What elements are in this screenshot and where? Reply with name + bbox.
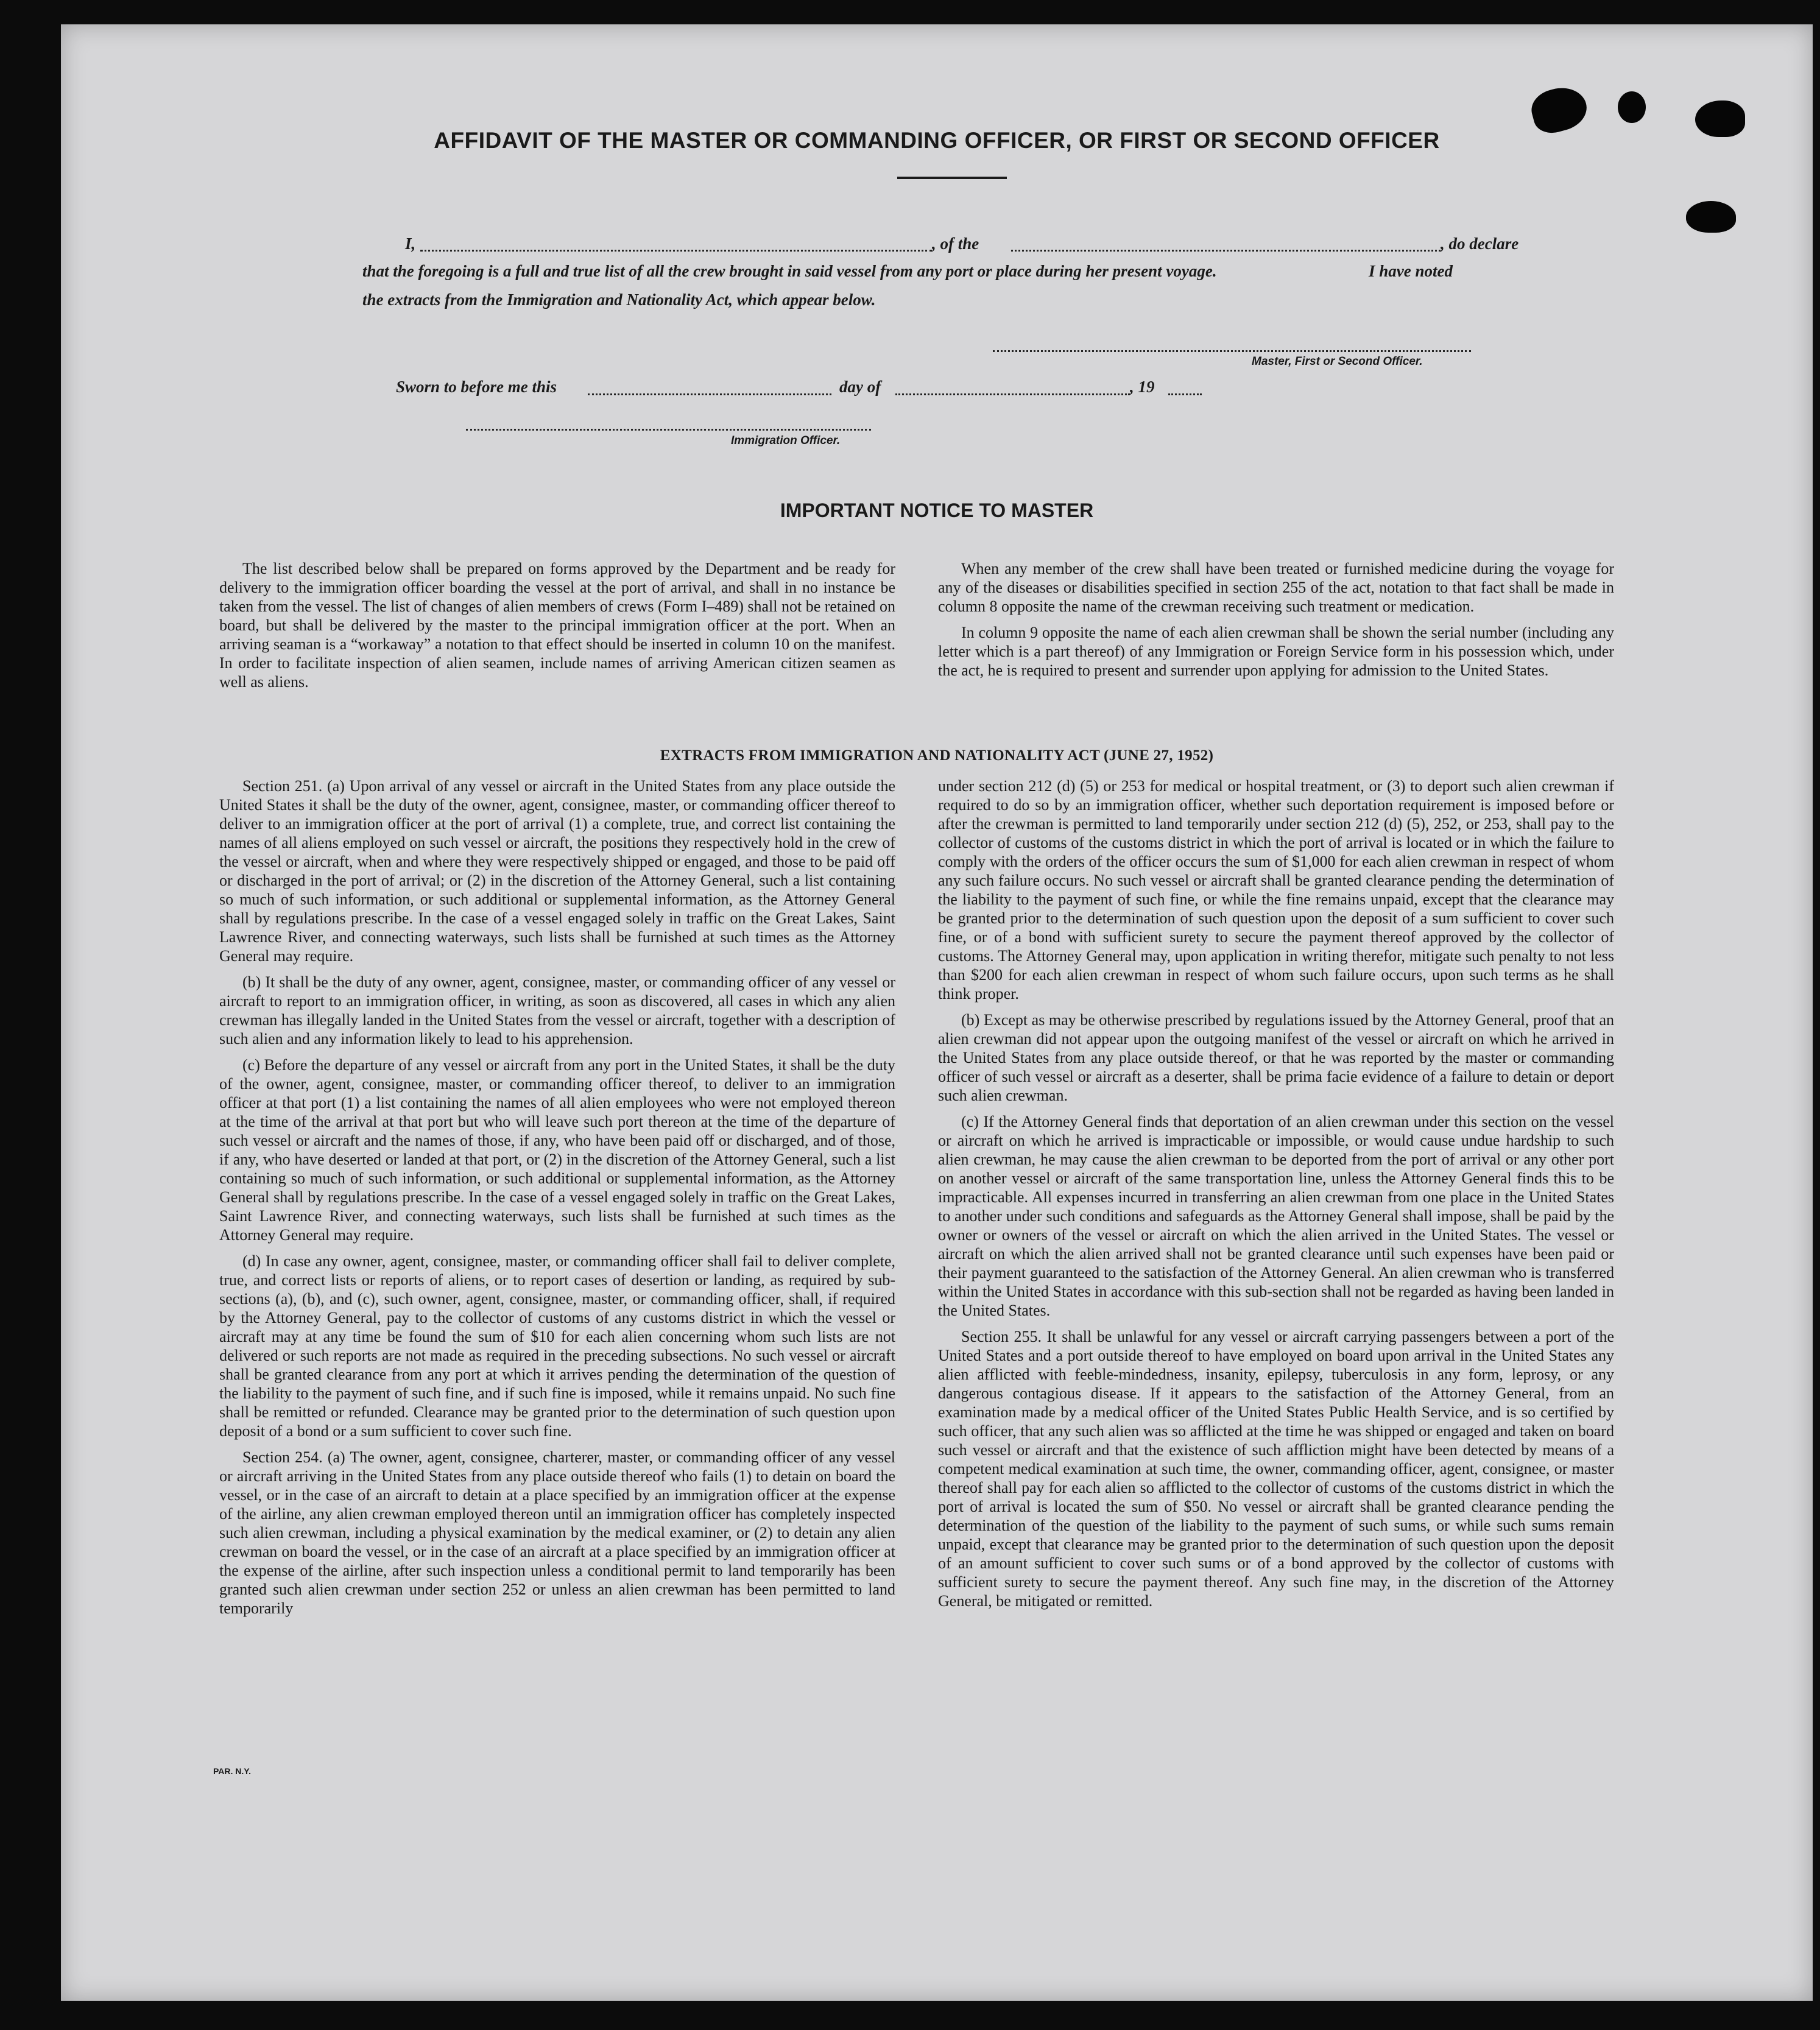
year-text: , 19 [1130, 378, 1155, 396]
master-label: Master, First or Second Officer. [1252, 355, 1423, 368]
section-251-b: (b) It shall be the duty of any owner, agent, consignee, master, or commanding officer of any vessel or aircraft to report to an immigration officer, in writing, as soon as discovered, all cases in which any alien crewman has illegally landed in the United States from the vessel or aircraft, together with a description of such alien and any information likely to lead to his apprehension. [219, 973, 895, 1048]
section-254-a-continued: under section 212 (d) (5) or 253 for medical or hospital treatment, or (3) to deport such alien crewman if required to do so by an immigration officer, whether such deportation requirement is imposed before or after the crewman is permitted to land temporarily under section 212 (d) (5), 252, or 253, shall pay to the collector of customs of the customs district in which the port of arrival is located or in which the failure to comply with the orders of the officer occurs the sum of $1,000 for each alien crewman in respect of whom any such failure occurs. No such vessel or aircraft shall be granted clearance pending the determination of the liability to the payment of such fine, or while the fine remains unpaid, except that the clearance may be granted prior to the determination of such question upon the deposit of a sum sufficient to cover such fine, or of a bond with sufficient surety to secure the payment thereof approved by the collector of customs. The Attorney General may, upon application in writing therefor, mitigate such penalty to not less than $200 for each alien crewman in respect of whom such failure occurs, upon such terms as he shall think proper. [938, 777, 1614, 1003]
section-254-b: (b) Except as may be otherwise prescribed by regulations issued by the Attorney General, proof that an alien crewman did not appear upon the outgoing manifest of the vessel or aircraft on which he arrived in the United States from any place outside thereof, or that he was reported by the master or commanding officer of such vessel or aircraft as a deserter, shall be prima facie evidence of a failure to detain or deport such alien crewman. [938, 1011, 1614, 1104]
officer-label: Immigration Officer. [731, 434, 841, 447]
affidavit-i: I, [405, 234, 416, 253]
section-251-c: (c) Before the departure of any vessel or aircraft from any port in the United States, it shall be the duty of the owner, agent, consignee, master, or commanding officer thereof, to deliver to an immigration officer at that port (1) a list containing the names of all alien employees who were not employed thereon at the time of the arrival at that port but who will leave such port thereon at the time of the departure of such vessel or aircraft and the names of those, if any, who have been paid off or discharged, and of those, if any, who have deserted or landed at that port, or (2) in the discretion of the Attorney General, such a list containing so much of such information, or such additional or supplemental information, as the Attorney General shall by regulations prescribe. In the case of a vessel engaged solely in traffic on the Great Lakes, Saint Lawrence River, and connecting waterways, such lists shall be furnished at such times as the Attorney General may require. [219, 1056, 895, 1244]
notice-right-paragraph-1: When any member of the crew shall have been treated or furnished medicine during the voyage for any of the diseases or disabilities specified in section 255 of the act, notation to that fact shall be made in column 8 opposite the name of the crewman receiving such treatment or medication. [938, 560, 1614, 615]
section-251-d: (d) In case any owner, agent, consignee, master, or commanding officer shall fail to deliver complete, true, and correct lists or reports of aliens, or to report cases of desertion or landing, as required by sub-sections (a), (b), and (c), such owner, agent, consignee, master, or commanding officer, shall, if required by the Attorney General, pay to the collector of customs of any customs district in which the vessel or aircraft may at any time be found the sum of $10 for each alien concerning whom such lists are not delivered or such reports are not made as required in the preceding subsections. No such vessel or aircraft shall be granted clearance from any port at which it arrives pending the determination of the question of the liability to the payment of such fine, and if such fine is imposed, while it remains unpaid. No such fine shall be remitted or refunded. Clearance may be granted prior to the determination of such question upon deposit of a bond or a sum sufficient to cover such fine. [219, 1252, 895, 1440]
title-rule [897, 177, 1007, 179]
affidavit-of-the: , of the [932, 234, 979, 253]
name-field[interactable] [420, 250, 932, 252]
notice-left-paragraph: The list described below shall be prepared on forms approved by the Department and be ready for delivery to the immigration officer boarding the vessel at the port of arrival, and shall in no instance be taken from the vessel. The list of changes of alien members of crews (Form I–489) shall not be retained on board, but shall be delivered by the master to the principal immigration officer at the port. When an arriving seaman is a “workaway” a notation to that effect should be inserted in column 10 on the manifest. In order to facilitate inspection of alien seamen, include names of arriving American citizen seamen as well as aliens. [219, 560, 895, 691]
master-signature-field[interactable] [993, 350, 1471, 352]
affidavit-declare: , do declare [1441, 234, 1519, 253]
affidavit-line-3: the extracts from the Immigration and Nationality Act, which appear below. [362, 291, 876, 309]
notice-left-column [219, 559, 895, 699]
section-254-a: Section 254. (a) The owner, agent, consignee, charterer, master, or commanding officer of any vessel or aircraft arriving in the United States from any place outside thereof who fails (1) to detain on board the vessel, or in the case of an aircraft to detain at a place specified by an immigration officer at the expense of the airline, any alien crewman employed thereon until an immigration officer has completely inspected such alien crewman, including a physical examination by the medical examiner, or (2) to detain any alien crewman on board the vessel, or in the case of an aircraft at a place specified by an immigration officer at the expense of the airline, after such inspection unless a conditional permit to land temporarily has been granted such alien crewman under section 252 or unless an alien crewman has been permitted to land temporarily [219, 1448, 895, 1617]
sworn-day-field[interactable] [588, 393, 831, 395]
extracts-title: EXTRACTS FROM IMMIGRATION AND NATIONALITY ACT (JUNE 27, 1952) [660, 747, 1214, 764]
notice-title: IMPORTANT NOTICE TO MASTER [780, 499, 1094, 521]
section-255: Section 255. It shall be unlawful for any vessel or aircraft carrying passengers between a port of the United States and a port outside thereof to have employed on board upon arrival in the United States any alien afflicted with feeble-mindedness, insanity, epilepsy, tuberculosis in any form, leprosy, or any dangerous contagious disease. If it appears to the satisfaction of the Attorney General, from an examination made by a medical officer of the United States Public Health Service, and is so certified by such officer, that any such alien was so afflicted at the time he was shipped or engaged and taken on board such vessel or aircraft and that the existence of such affliction might have been detected by means of a competent medical examination at such time, the owner, commanding officer, agent, consignee, or master thereof shall pay for each alien so afflicted to the collector of customs of the customs district in which the port of arrival is located the sum of $50. No vessel or aircraft shall be granted clearance pending the determination of the question of the liability to the payment of such sums, or while such sums remain unpaid, except that clearance may be granted prior to the determination of such question upon the deposit of an amount sufficient to cover such sums or of a bond approved by the collector of customs with sufficient surety to secure the payment thereof. Any such fine may, in the discretion of the Attorney General, be mitigated or remitted. [938, 1328, 1614, 1610]
sworn-year-field[interactable] [1168, 393, 1202, 395]
affidavit-line-2-end: I have noted [1369, 262, 1453, 280]
ink-blot-2 [1618, 91, 1646, 123]
section-254-c: (c) If the Attorney General finds that deportation of an alien crewman under this section on the vessel or aircraft on which he arrived is impracticable or impossible, or would cause undue hardship to such alien crewman, he may cause the alien crewman to be deported from the port of arrival or any other port on another vessel or aircraft of the same transportation line, unless the Attorney General finds this to be impracticable. All expenses incurred in transferring an alien crewman from one place in the United States to another under such conditions and safeguards as the Attorney General shall impose, shall be paid by the owner or owners of the vessel or aircraft on which the alien arrived in the United States. The vessel or aircraft on which the alien arrived shall not be granted clearance until such expenses have been paid or their payment guaranteed to the satisfaction of the Attorney General. An alien crewman who is transferred within the United States in accordance with this sub-section shall not be regarded as having been landed in the United States. [938, 1113, 1614, 1319]
sworn-month-field[interactable] [895, 393, 1130, 395]
extracts-left-column [219, 777, 895, 1625]
vessel-field[interactable] [1011, 250, 1441, 252]
sworn-text: Sworn to before me this [396, 378, 557, 396]
ink-blot-4 [1686, 201, 1736, 233]
affidavit-title: AFFIDAVIT OF THE MASTER OR COMMANDING OFFICER, OR FIRST OR SECOND OFFICER [434, 128, 1440, 153]
officer-signature-field[interactable] [466, 429, 871, 431]
section-251-a: Section 251. (a) Upon arrival of any vessel or aircraft in the United States from any place outside the United States it shall be the duty of the owner, agent, consignee, master, or commanding officer thereof to deliver to an immigration officer at the port of arrival (1) a complete, true, and correct list containing the names of all aliens employed on such vessel or aircraft, the positions they respectively hold in the crew of the vessel or aircraft, when and where they were respectively shipped or engaged, and those to be paid off or discharged in the port of arrival; or (2) in the discretion of the Attorney General, such a list containing so much of such information, or such additional or supplemental information, as the Attorney General shall by regulations prescribe. In the case of a vessel engaged solely in traffic on the Great Lakes, Saint Lawrence River, and connecting waterways, such lists shall be furnished at such times as the Attorney General may require. [219, 777, 895, 965]
affidavit-line-2: that the foregoing is a full and true list of all the crew brought in said vessel from any port or place during her present voyage. [362, 262, 1217, 280]
notice-right-paragraph-2: In column 9 opposite the name of each alien crewman shall be shown the serial number (including any letter which is a part thereof) of any Immigration or Foreign Service form in his possession which, under the act, he is required to present and surrender upon applying for admission to the United States. [938, 624, 1614, 679]
notice-right-column [938, 559, 1614, 687]
document-page [61, 24, 1813, 2001]
extracts-right-column [938, 777, 1614, 1618]
printer-mark: PAR. N.Y. [213, 1766, 251, 1776]
day-of-text: day of [839, 378, 881, 396]
